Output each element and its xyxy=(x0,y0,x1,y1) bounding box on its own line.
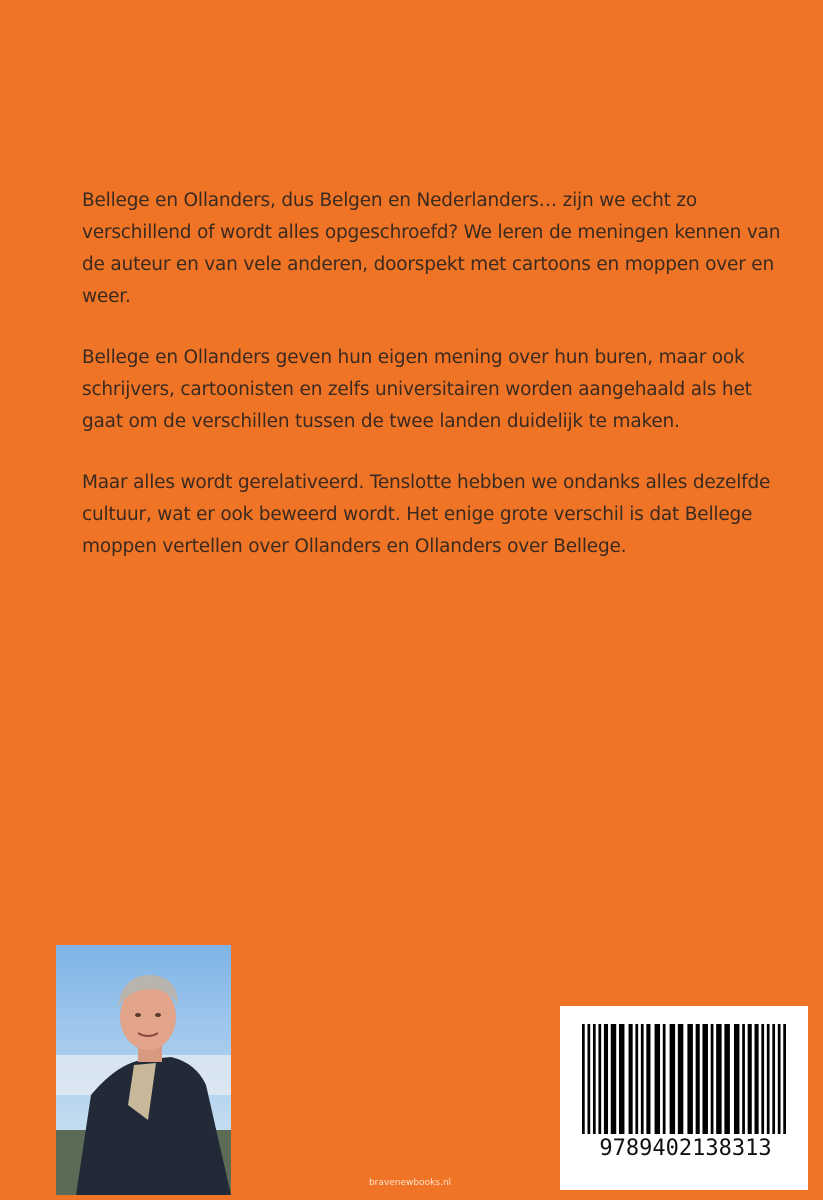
blurb-paragraph-3: Maar alles wordt gerelativeerd. Tenslotte hebben we ondanks alles dezelfde cultuur, wat er ook beweerd wordt. Het enige grote verschil is dat Bellege moppen vertellen over Ollanders en Ollanders over Bellege. xyxy=(82,472,771,557)
isbn-number: 9789402138313 xyxy=(599,1136,772,1161)
barcode-bars xyxy=(582,1024,786,1134)
barcode xyxy=(560,1006,808,1190)
author-photo xyxy=(56,945,231,1195)
blurb-text xyxy=(82,185,782,592)
blurb-paragraph-1: Bellege en Ollanders, dus Belgen en Nederlanders… zijn we echt zo verschillend of wordt alles opgeschroefd? We leren de meningen kennen van de auteur en van vele anderen, doorspekt met cartoons en moppen over en weer. xyxy=(82,190,781,307)
blurb-paragraph-2: Bellege en Ollanders geven hun eigen mening over hun buren, maar ook schrijvers, cartoonisten en zelfs universitairen worden aangehaald als het gaat om de verschillen tussen de twee landen duidelijk te maken. xyxy=(82,347,752,432)
publisher-text: bravenewbooks.nl xyxy=(368,1178,452,1188)
